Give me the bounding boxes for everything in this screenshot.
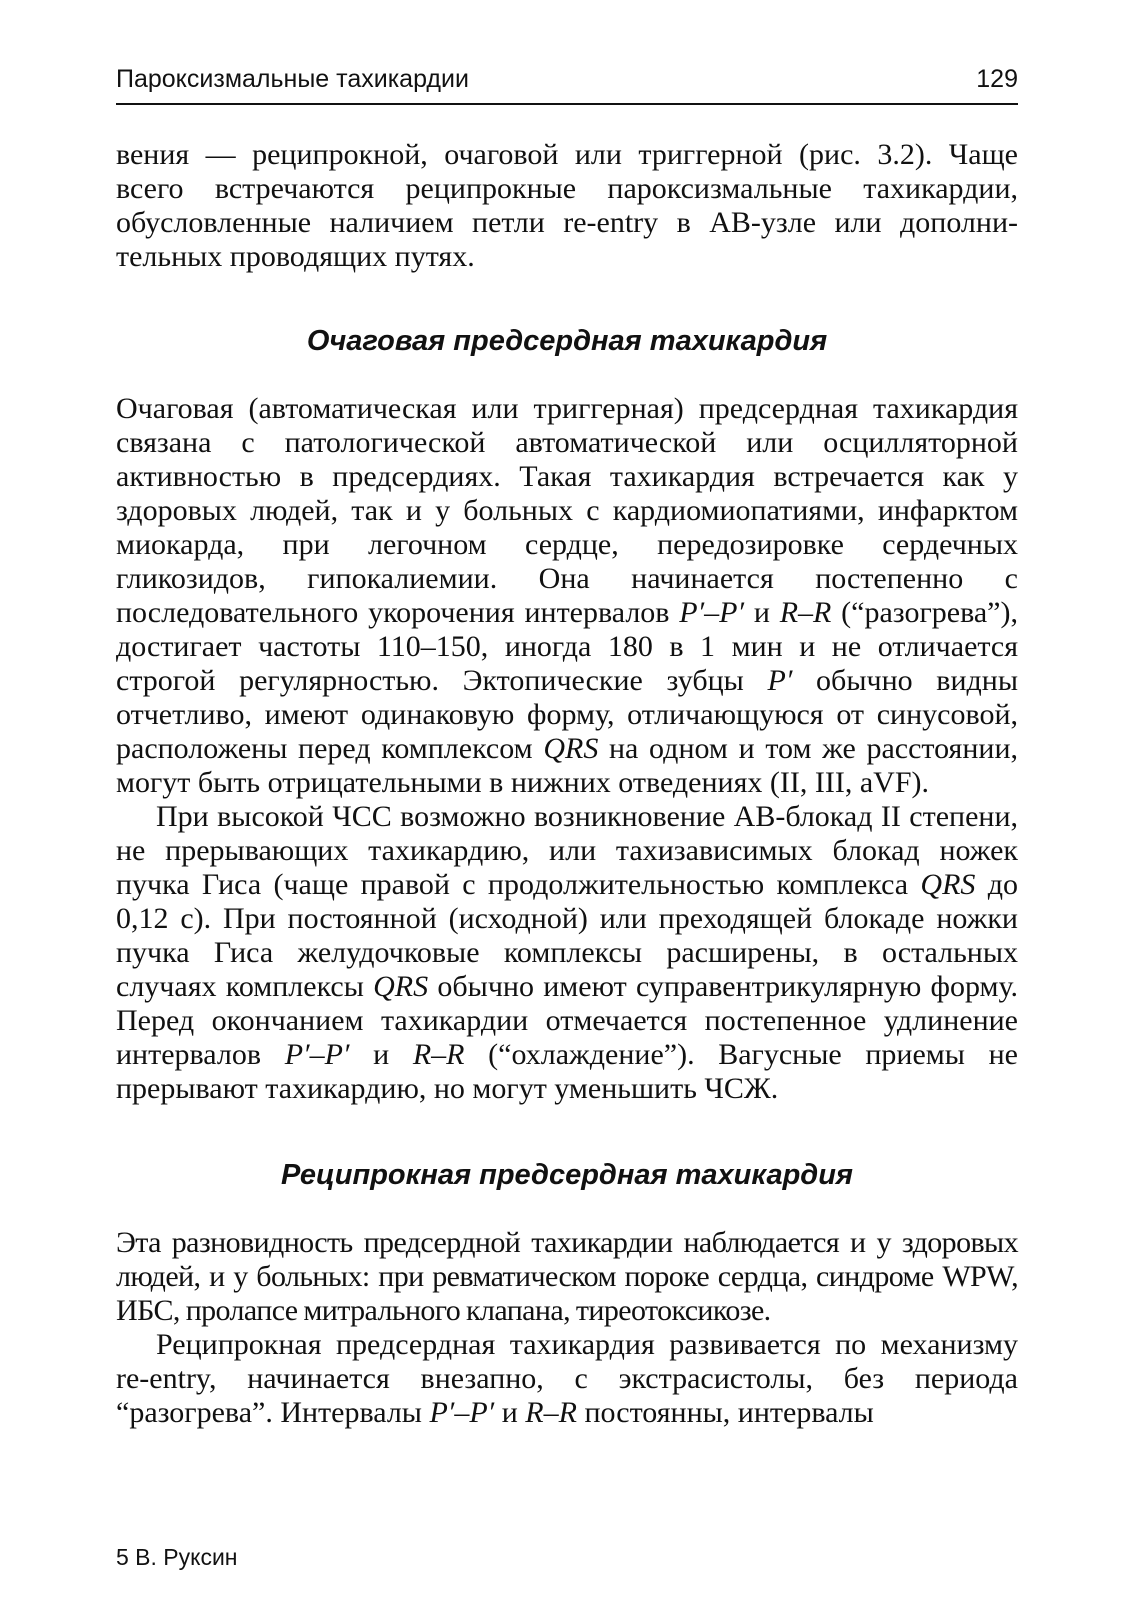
reciprocal-paragraph-1: Эта разновидность предсердной тахикардии наблюдается и у здоровых людей, и у больных: при ревматическом пороке сердца, синдроме WPW, ИБС, пролапсе митрального клапана, тиреотоксикозе. — [116, 1226, 1018, 1327]
term-pp-interval: P′–P′ — [429, 1396, 495, 1429]
term-rr-interval: R–R — [525, 1396, 577, 1429]
heading-reciprocal-atrial-tachycardia: Реципрокная предсердная тахикардия — [280, 1159, 854, 1191]
term-rr-interval: R–R — [412, 1038, 465, 1071]
term-pp-interval: P′–P′ — [284, 1038, 350, 1071]
reciprocal-paragraph-2: Реципрокная предсердная тахикардия развивается по механизму re-entry, начинается внезапно, с экстрасистолы, без периода “разогрева”. Интервалы P′–P′ и R–R постоянны, интервалы — [116, 1328, 1018, 1429]
term-pp-interval: P′–P′ — [679, 596, 745, 629]
focal-paragraph-2: При высокой ЧСС возможно возникновение АВ-блокад II степени, не прерывающих тахикардию, или тахизависимых блокад ножек пучка Гиса (чаще правой с продолжительностью комплекса QRS до 0,12 с). При постоянной (исходной) или преходящей блокаде ножки пучка Гиса желудочковые комплексы расширены, в остальных случаях комплексы QRS обычно имеют суправентрикулярную форму. Перед окончанием тахикардии отмечается постепенное удлинение интервалов P′–P′ и R–R (“охлаждение”). Вагусные приемы не прерывают тахикардию, но могут уменьшить ЧСЖ. — [116, 800, 1019, 1105]
heading-focal-atrial-tachycardia: Очаговая предсердная тахикардия — [306, 325, 828, 357]
running-header — [116, 64, 1018, 105]
term-p-wave: P′ — [767, 664, 793, 697]
page-number: 129 — [976, 65, 1018, 93]
term-rr-interval: R–R — [779, 596, 832, 629]
page-content — [116, 138, 1018, 1430]
focal-paragraph-1: Очаговая (автоматическая или триггерная) предсердная тахикардия связана с патологической автоматической или осцилляторной активностью в предсердиях. Такая тахикардия встречается как у здоровых людей, так и у больных с кардиомиопатиями, инфарктом миокарда, при легочном сердце, передозировке сердечных гликозидов, гипокалиемии. Она начинается постепенно с последовательного укорочения интервалов P′–P′ и R–R (“разогрева”), достигает частоты 110–150, иногда 180 в 1 мин и не отличается строгой регулярностью. Эктопические зубцы P′ обычно видны отчетливо, имеют одинаковую форму, отличающуюся от синусовой, расположены перед комплексом QRS на одном и том же расстоянии, могут быть отрицательными в нижних отведениях (II, III, aVF). — [116, 392, 1019, 799]
term-qrs: QRS — [543, 732, 599, 765]
term-qrs: QRS — [373, 970, 429, 1003]
term-qrs: QRS — [920, 868, 976, 901]
running-title: Пароксизмальные тахикардии — [116, 65, 469, 93]
printer-signature: 5 В. Руксин — [116, 1544, 238, 1570]
intro-paragraph: вения — реципрокной, очаговой или триггерной (рис. 3.2). Чаще всего встречаются реципрокные пароксизмальные тахикардии, обусловленные наличием петли re-entry в АВ-узле или дополнительных проводящих путях. — [116, 138, 1018, 273]
